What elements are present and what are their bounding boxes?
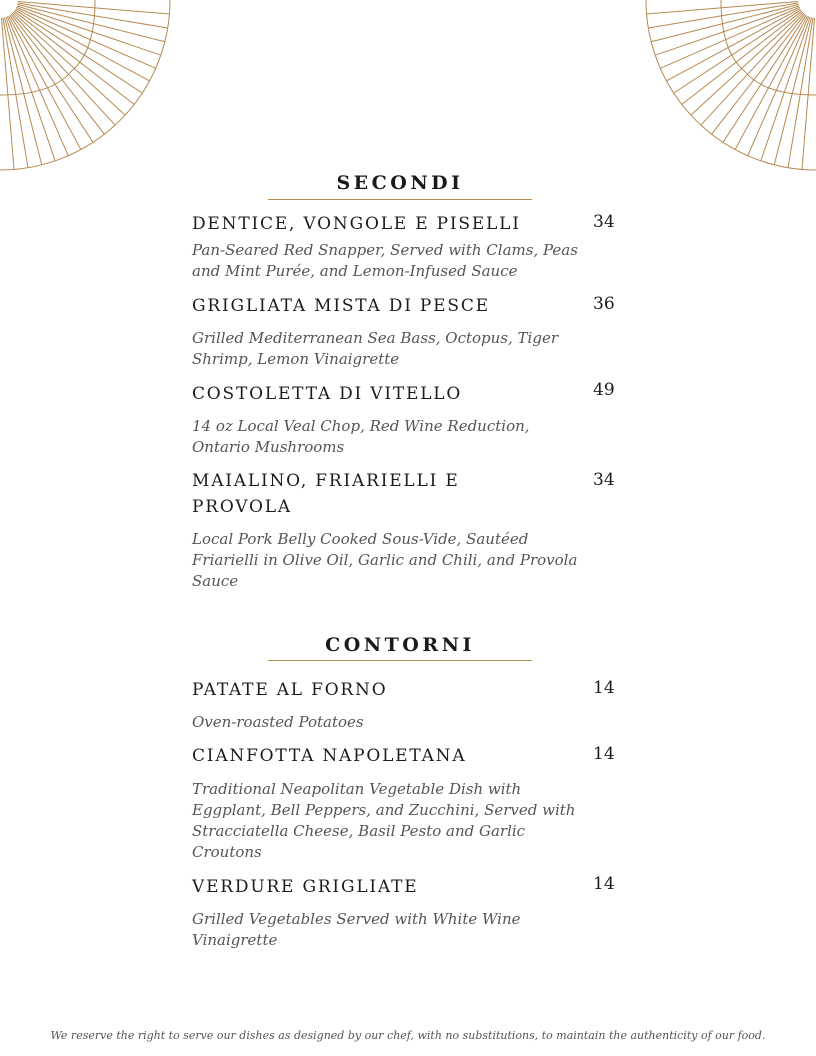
menu-item-price: 14 — [593, 678, 615, 698]
menu-item-description: Oven-roasted Potatoes — [192, 713, 364, 731]
menu-item-description: Grilled Mediterranean Sea Bass, Octopus, Tiger Shrimp, Lemon Vinaigrette — [192, 329, 558, 368]
menu-item-name: COSTOLETTA DI VITELLO — [192, 384, 463, 404]
menu-item-price: 34 — [593, 470, 615, 490]
sunburst-corner-right-ornament — [644, 0, 816, 172]
footer-disclaimer: We reserve the right to serve our dishes as designed by our chef, with no substitutions, to maintain the authenticity of our food. — [50, 1029, 766, 1042]
menu-item-price: 34 — [593, 212, 615, 232]
menu-item-description: Local Pork Belly Cooked Sous-Vide, Sautéed Friarielli in Olive Oil, Garlic and Chili, and Provola Sauce — [192, 530, 578, 590]
menu-item-description: 14 oz Local Veal Chop, Red Wine Reduction, Ontario Mushrooms — [192, 417, 530, 456]
section-divider — [268, 199, 532, 200]
sunburst-corner-left-ornament — [0, 0, 172, 172]
menu-item-description: Pan-Seared Red Snapper, Served with Clams, Peas and Mint Purée, and Lemon-Infused Sauce — [192, 241, 578, 280]
menu-item-price: 49 — [593, 380, 615, 400]
section-divider — [268, 660, 532, 661]
menu-item-price: 14 — [593, 744, 615, 764]
section-title-secondi: SECONDI — [336, 172, 464, 194]
menu-item-name: VERDURE GRIGLIATE — [192, 877, 419, 897]
menu-item-name: DENTICE, VONGOLE E PISELLI — [192, 214, 521, 234]
menu-item-price: 36 — [593, 294, 615, 314]
menu-item-name: CIANFOTTA NAPOLETANA — [192, 746, 467, 766]
menu-item-name: PATATE AL FORNO — [192, 680, 388, 700]
menu-item-price: 14 — [593, 874, 615, 894]
section-title-contorni: CONTORNI — [325, 634, 475, 656]
menu-item-description: Grilled Vegetables Served with White Wine Vinaigrette — [192, 910, 521, 949]
menu-item-name: GRIGLIATA MISTA DI PESCE — [192, 296, 490, 316]
menu-item-description: Traditional Neapolitan Vegetable Dish with Eggplant, Bell Peppers, and Zucchini, Served with Stracciatella Cheese, Basil Pesto and Garlic Croutons — [192, 780, 576, 861]
menu-item-name: MAIALINO, FRIARIELLI E PROVOLA — [192, 471, 460, 517]
